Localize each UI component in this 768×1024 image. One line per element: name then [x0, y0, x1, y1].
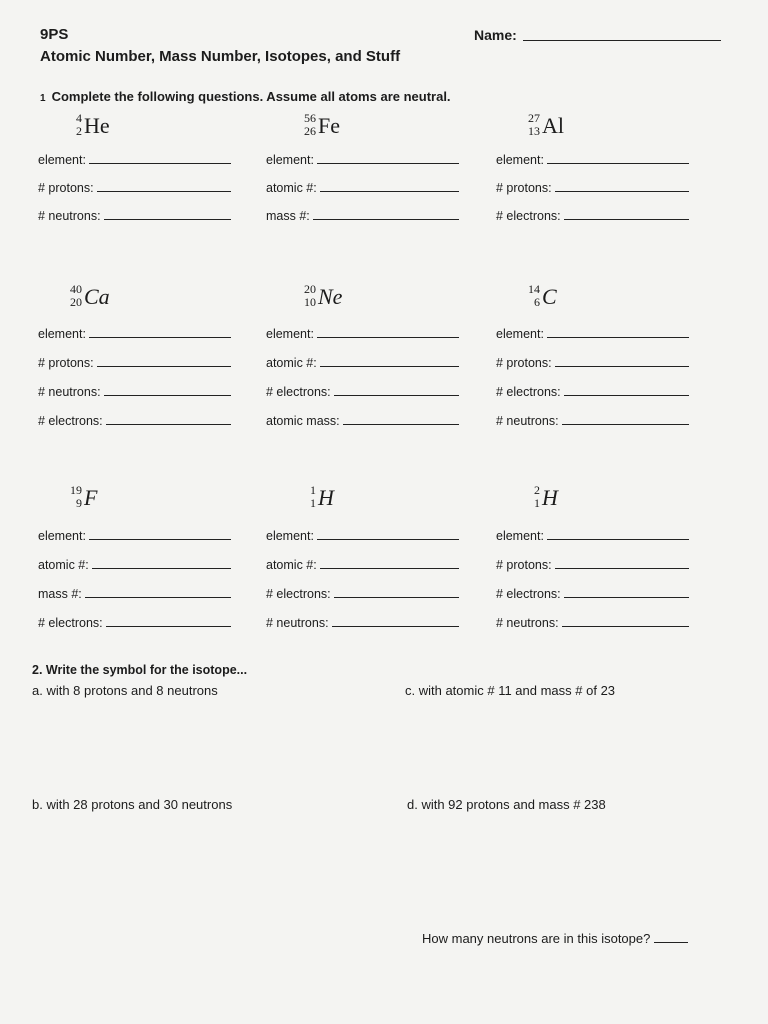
field-label: atomic #:: [38, 558, 89, 572]
answer-field: [266, 153, 459, 167]
answer-field: [266, 529, 459, 543]
answer-blank[interactable]: [547, 538, 689, 540]
field-label: element:: [38, 153, 86, 167]
element-symbol: Al: [542, 113, 564, 138]
field-label: # neutrons:: [266, 616, 329, 630]
answer-blank[interactable]: [320, 567, 459, 569]
field-label: element:: [496, 529, 544, 543]
answer-field: [266, 181, 459, 195]
answer-field: [38, 209, 231, 223]
answer-blank[interactable]: [106, 625, 231, 627]
atomic-number: 10: [304, 295, 316, 309]
element-symbol: Ca: [84, 284, 110, 309]
question-2a: a. with 8 protons and 8 neutrons: [32, 683, 218, 698]
answer-field: [496, 558, 689, 572]
answer-blank[interactable]: [562, 625, 689, 627]
answer-field: [266, 558, 459, 572]
field-label: atomic #:: [266, 181, 317, 195]
answer-field: [496, 529, 689, 543]
mass-number: 2: [534, 483, 540, 497]
answer-blank[interactable]: [97, 190, 231, 192]
answer-field: [38, 327, 231, 341]
field-label: # protons:: [496, 558, 552, 572]
answer-field: [266, 327, 459, 341]
field-label: # protons:: [496, 356, 552, 370]
answer-blank[interactable]: [320, 190, 459, 192]
field-label: # neutrons:: [496, 616, 559, 630]
field-label: # electrons:: [266, 385, 331, 399]
mass-number: 56: [304, 111, 316, 125]
element-symbol: C: [542, 284, 557, 309]
answer-field: [496, 616, 689, 630]
answer-field: [38, 616, 231, 630]
element-symbol: H: [318, 485, 334, 510]
field-label: # electrons:: [496, 209, 561, 223]
neutrons-answer-blank[interactable]: [654, 942, 688, 943]
mass-number: 19: [70, 483, 82, 497]
answer-blank[interactable]: [547, 336, 689, 338]
question-2c: c. with atomic # 11 and mass # of 23: [405, 683, 616, 698]
field-label: # electrons:: [496, 385, 561, 399]
answer-blank[interactable]: [555, 365, 689, 367]
field-label: element:: [38, 529, 86, 543]
atomic-number: 20: [70, 295, 82, 309]
answer-blank[interactable]: [317, 162, 459, 164]
name-label: Name:: [474, 27, 517, 43]
answer-blank[interactable]: [104, 394, 231, 396]
answer-blank[interactable]: [317, 336, 459, 338]
field-label: # electrons:: [266, 587, 331, 601]
answer-blank[interactable]: [555, 567, 689, 569]
question-1-instructions: [40, 89, 451, 104]
field-label: atomic mass:: [266, 414, 340, 428]
question-2d: d. with 92 protons and mass # 238: [407, 797, 606, 812]
answer-blank[interactable]: [334, 394, 459, 396]
answer-blank[interactable]: [320, 365, 459, 367]
field-label: mass #:: [266, 209, 310, 223]
answer-field: [38, 414, 231, 428]
element-symbol: F: [84, 485, 98, 510]
field-label: element:: [266, 529, 314, 543]
answer-blank[interactable]: [89, 538, 231, 540]
neutrons-question-text: How many neutrons are in this isotope?: [422, 931, 651, 946]
mass-number: 27: [528, 111, 540, 125]
answer-field: [38, 529, 231, 543]
answer-blank[interactable]: [313, 218, 459, 220]
answer-field: [496, 327, 689, 341]
element-symbol: H: [542, 485, 558, 510]
field-label: # neutrons:: [496, 414, 559, 428]
answer-field: [496, 356, 689, 370]
answer-blank[interactable]: [106, 423, 231, 425]
element-symbol: He: [84, 113, 110, 138]
field-label: # neutrons:: [38, 209, 101, 223]
field-label: element:: [496, 327, 544, 341]
atomic-number: 1: [310, 496, 316, 510]
answer-field: [266, 356, 459, 370]
question-2-heading: 2. Write the symbol for the isotope...: [32, 663, 248, 677]
field-label: mass #:: [38, 587, 82, 601]
answer-field: [38, 385, 231, 399]
mass-number: 14: [528, 282, 540, 296]
answer-blank[interactable]: [555, 190, 689, 192]
name-field[interactable]: [523, 40, 721, 41]
atomic-number: 13: [528, 124, 540, 138]
answer-blank[interactable]: [564, 218, 689, 220]
answer-field: [496, 181, 689, 195]
field-label: atomic #:: [266, 356, 317, 370]
mass-number: 1: [310, 483, 316, 497]
field-label: element:: [496, 153, 544, 167]
answer-blank[interactable]: [317, 538, 459, 540]
field-label: # electrons:: [496, 587, 561, 601]
question-1-text: Complete the following questions. Assume all atoms are neutral.: [51, 89, 451, 104]
question-2b: b. with 28 protons and 30 neutrons: [32, 797, 233, 812]
answer-blank[interactable]: [564, 596, 689, 598]
answer-field: [38, 356, 231, 370]
answer-field: [38, 181, 231, 195]
answer-blank[interactable]: [104, 218, 231, 220]
worksheet-title: Atomic Number, Mass Number, Isotopes, and Stuff: [40, 48, 401, 65]
answer-blank[interactable]: [334, 596, 459, 598]
field-label: element:: [266, 327, 314, 341]
field-label: # protons:: [496, 181, 552, 195]
answer-blank[interactable]: [564, 394, 689, 396]
atomic-number: 9: [76, 496, 82, 510]
field-label: # electrons:: [38, 414, 103, 428]
element-symbol: Fe: [318, 113, 340, 138]
element-symbol: Ne: [318, 284, 343, 309]
answer-blank[interactable]: [332, 625, 459, 627]
answer-blank[interactable]: [85, 596, 231, 598]
answer-field: [38, 587, 231, 601]
atomic-number: 2: [76, 124, 82, 138]
answer-field: [496, 153, 689, 167]
answer-blank[interactable]: [89, 336, 231, 338]
answer-blank[interactable]: [547, 162, 689, 164]
answer-blank[interactable]: [562, 423, 689, 425]
field-label: atomic #:: [266, 558, 317, 572]
answer-field: [496, 587, 689, 601]
answer-field: [496, 414, 689, 428]
field-label: element:: [38, 327, 86, 341]
atomic-number: 1: [534, 496, 540, 510]
field-label: # protons:: [38, 356, 94, 370]
mass-number: 40: [70, 282, 82, 296]
field-label: # protons:: [38, 181, 94, 195]
answer-field: [38, 153, 231, 167]
field-label: # neutrons:: [38, 385, 101, 399]
answer-field: [266, 587, 459, 601]
neutrons-question: [422, 931, 688, 946]
answer-blank[interactable]: [89, 162, 231, 164]
answer-field: [38, 558, 231, 572]
class-code: 9PS: [40, 26, 69, 43]
answer-field: [266, 414, 459, 428]
answer-field: [266, 616, 459, 630]
mass-number: 4: [76, 111, 82, 125]
answer-blank[interactable]: [97, 365, 231, 367]
answer-field: [266, 209, 459, 223]
answer-blank[interactable]: [92, 567, 231, 569]
atomic-number: 6: [534, 295, 540, 309]
answer-field: [496, 385, 689, 399]
answer-field: [266, 385, 459, 399]
atomic-number: 26: [304, 124, 316, 138]
question-number: 1: [40, 93, 46, 104]
field-label: # electrons:: [38, 616, 103, 630]
answer-blank[interactable]: [343, 423, 459, 425]
field-label: element:: [266, 153, 314, 167]
mass-number: 20: [304, 282, 316, 296]
answer-field: [496, 209, 689, 223]
